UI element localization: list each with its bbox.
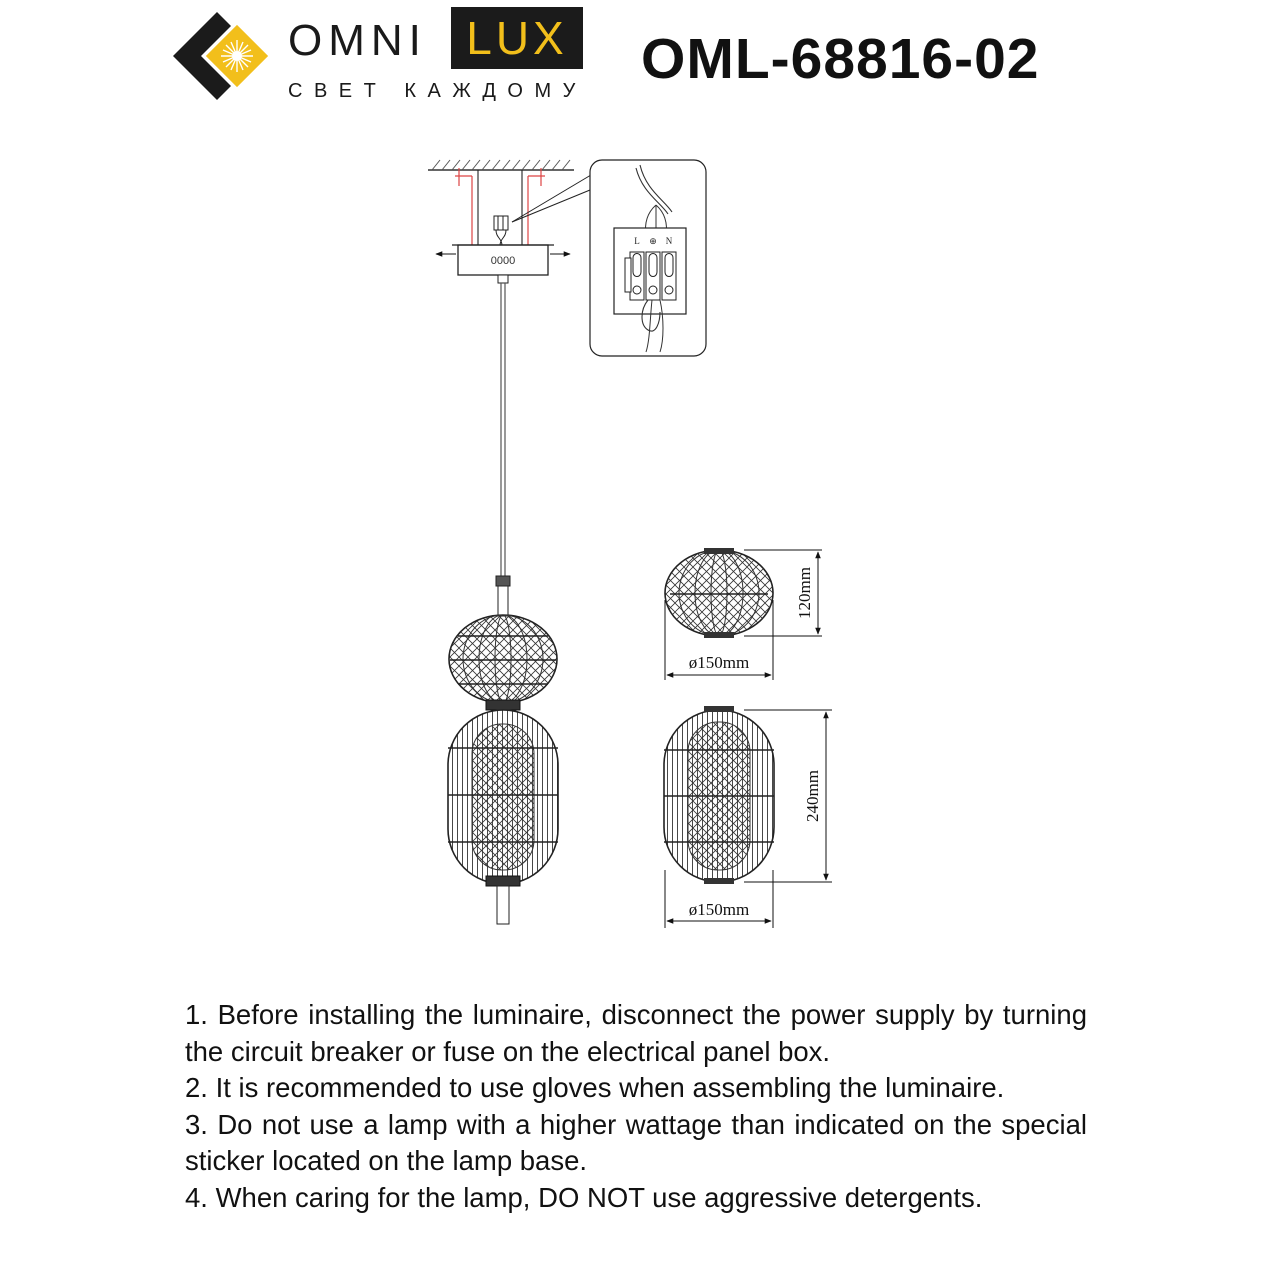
brand-tagline: СВЕТ КАЖДОМУ xyxy=(288,80,587,102)
canopy-label: 0000 xyxy=(490,255,516,267)
model-code: OML-68816-02 xyxy=(641,27,1040,91)
safety-instructions xyxy=(185,997,1087,1217)
terminal-label-l: L xyxy=(634,236,640,246)
small-shade-diameter-label: ø150mm xyxy=(688,653,750,672)
instruction-item: 4. When caring for the lamp, DO NOT use aggressive detergents. xyxy=(185,1181,983,1213)
large-shade-view xyxy=(664,706,774,884)
pendant-upper-shade xyxy=(449,615,557,710)
small-shade-height-label: 120mm xyxy=(795,567,814,619)
brand-name-omni: OMNI xyxy=(288,16,427,65)
terminal-label-n: N xyxy=(665,236,673,246)
large-shade-diameter-label: ø150mm xyxy=(688,900,750,919)
instruction-item: 2. It is recommended to use gloves when assembling the luminaire. xyxy=(185,1072,1005,1104)
instruction-item: 1. Before installing the luminaire, disconnect the power supply by turning the circuit breaker or fuse on the electrical panel box. xyxy=(185,999,1087,1067)
mounting-bracket xyxy=(455,168,545,245)
ceiling-hatch xyxy=(428,160,574,170)
large-shade-height-label: 240mm xyxy=(803,770,822,822)
brand-name-lux: LUX xyxy=(466,12,568,64)
pendant-lower-shade xyxy=(448,710,558,924)
instruction-item: 3. Do not use a lamp with a higher wattage than indicated on the special sticker located on the lamp base. xyxy=(185,1108,1087,1177)
terminal-label-earth: ⊕ xyxy=(649,236,657,246)
small-shade-view xyxy=(665,548,773,638)
terminal-block-small xyxy=(494,216,508,246)
ceiling-canopy xyxy=(436,245,570,283)
suspension-cable xyxy=(496,283,510,616)
